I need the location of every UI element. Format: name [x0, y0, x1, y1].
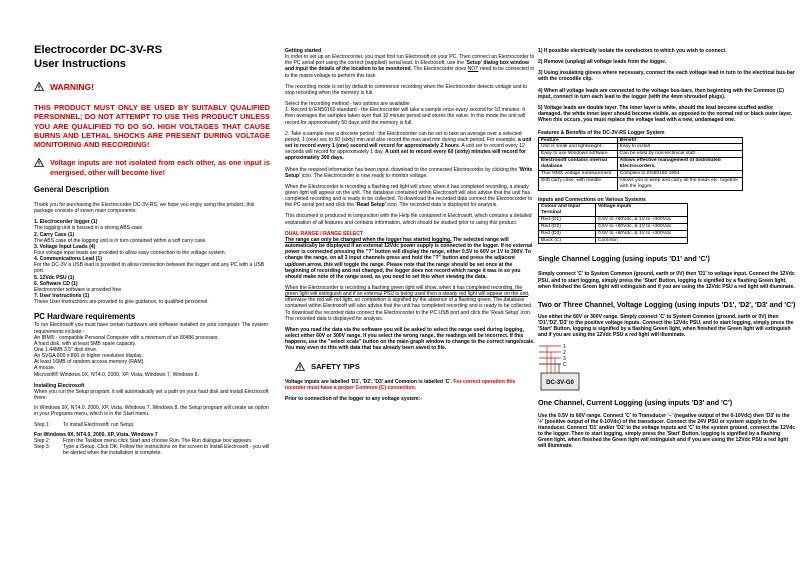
step-text: Type a:\Setup. Click OK. Follow the instructions on the screen to install Electrosoft - you will be alerted when the installation is complete. — [63, 444, 270, 457]
table-cell: Can be used by non-technical staff. — [617, 151, 742, 158]
text-span: The Electrocorder does — [412, 66, 468, 73]
table-cell: Red (D3) — [539, 230, 596, 237]
safety-tips-paragraph — [285, 379, 535, 391]
dual-range-heading: DUAL RANGE / RANGE SELECT — [285, 230, 364, 237]
table-header: Benefit — [617, 137, 742, 144]
hardware-line: An IBM® - compatible Personal Computer with a minimum of an 80486 processor. — [34, 334, 219, 341]
table-cell: Easy to install — [617, 144, 742, 151]
diagram-label: 1 — [563, 343, 566, 350]
for-windows-heading: For Windows 9X, NT4.0, 2000, XP, Vista, Windows 7 — [34, 431, 158, 438]
inputs-table — [538, 203, 688, 244]
text-span: icon. The recorded data is displayed for analysis. — [385, 202, 498, 209]
warning-text: THIS PRODUCT MUST ONLY BE USED BY SUITABLY QUALIFIED PERSONNEL; DO NOT ATTEMPT TO USE THIS PRODUCT UNLESS YOU ARE QUALIFIED TO DO SO. HIGH VOLTAGES THAT CAUSE BURNS AND LETHAL SHOCKS ARE PRESENT DURING VOLTAGE MONITORING AND RECORDING! — [34, 103, 270, 150]
table-cell: Black (C) — [539, 237, 596, 244]
getting-started-paragraph — [285, 54, 535, 79]
component-desc: Four voltage input leads are provided to allow easy connection to the voltage system. — [34, 249, 226, 256]
table-cell: Soft carry case, with handle — [539, 178, 618, 191]
component-name: 1. Electrocorder logger (1) — [34, 219, 98, 226]
component-desc: For the DC-3V a USB lead is provided to allow connection between the logger and any PC with a USB port. — [34, 262, 265, 275]
diagram-label: C — [563, 361, 567, 368]
component-name: 6. Software CD (1) — [34, 280, 78, 287]
table-row — [539, 237, 688, 244]
install-step — [34, 422, 270, 428]
hardware-intro: To run Electrosoft you must have certain hardware and software installed on your computer. The system requirements include:- — [34, 322, 269, 335]
table-cell: Common — [596, 237, 688, 244]
text-span: When the required information has been input, download to the connected Electrocorder by clicking the — [285, 166, 519, 173]
table-row — [539, 158, 743, 171]
hardware-heading: PC Hardware requirements — [34, 312, 136, 322]
component-desc: The ABS case of the logging unit is in turn contained within a soft carry case. — [34, 237, 207, 244]
text-span: A unit set to record every 60 (sixty) minutes will record for approximately 300 days. — [285, 149, 526, 162]
table-header: Voltage inputs — [596, 203, 688, 216]
safety-tip: 5) Voltage leads are double layer. The inner layer is white, should the lead become scuffed and/or damaged, the white inner layer should become visible, as opposed to the normal red or black outer layer. When this occurs, you must replace the voltage lead with a new, undamaged one. — [538, 104, 793, 124]
current-logging-text: Use the 0.5V to 60V range. Connect 'C' to Transducer '–' (negative output of the 0-10Vdc) then 'D3' to the '+' (positive output of the 0-10Vdc) of the transducer. Connect the 24V PSU or system supply to the transducer. Connect 'D1' and/or 'D2' to the voltage inputs and 'C' to the system ground, connect the 12Vdc to the logger. Then to start logging, simply press the 'Start' Button, logging is signified by a flashing Green light, when finished the Green light will extinguish and if you are using the 12Vdc PSU a red light will illuminate. — [538, 412, 796, 450]
table-row — [539, 223, 688, 230]
component-desc: These User Instructions are provided to give guidance, to qualified personnel. — [34, 299, 209, 306]
text-span: In order to set up an Electrocorder, you must first run Electrosoft on your PC. Then connect an Electrocorder to the PC serial port using the correct (supplied) serial lead. In Electrosoft, use the — [285, 54, 535, 67]
table-row — [539, 230, 688, 237]
safety-tips-heading: SAFETY TIPS — [311, 361, 360, 371]
diagram-label: 3 — [563, 355, 566, 362]
component-desc: The logging unit is housed in a strong ABS case. — [34, 225, 144, 232]
text-span: For correct operation this recorder must have a proper Common (C) connection. — [285, 378, 516, 391]
single-channel-text: Simply connect 'C' to System Common (ground, earth or 0V) then 'D1' to voltage input. Connect the 12Vdc PSU, and to start logging, simply press the 'Start' Button, logging is signified by a flashing Green light, when finished the Green light will extinguish and if you are using the 12Vdc PSU a red light will illuminate. — [538, 271, 795, 290]
table-cell: Allows effective management of distributed Electrocorders. — [617, 158, 742, 171]
hardware-list — [34, 335, 270, 378]
component-name: 2. Carry Case (1) — [34, 231, 75, 238]
safety-prior-connection: Prior to connection of the logger to any voltage system:- — [285, 395, 422, 402]
text-span: a unit set to record every 1 (one) second will record for approximately 2 hours — [285, 136, 532, 150]
text-span: need to be connected in to the mains voltage to perform this task. — [285, 66, 535, 79]
table-row — [539, 216, 688, 223]
table-cell: True RMS voltage measurement. — [539, 171, 618, 178]
option-2-paragraph — [285, 131, 535, 162]
multi-channel-text: Use either the 60V or 300V range. Simply connect 'C' to System Common (ground, earth or 0V) then 'D1','D2','D3' to the positive voltage inputs. Connect the 12Vdc PSU, and to start logging, simply press the 'Start' Button, logging is signified by a flashing Green light, when finished the Green light will extinguish and if you are using the 12Vdc PSU a red light will illuminate. — [538, 313, 794, 339]
features-heading: Features & Benefits of the DC-3V-RS Logger System — [538, 130, 665, 137]
component-name: 4. Communications Lead (1) — [34, 256, 102, 263]
safety-tip: 4) When all voltage leads are connected to the voltage bus-bars, then beginning with the Common (C) input, connect in turn each lead to the logger (with the 4mm shrouded plugs). — [538, 87, 784, 100]
diagram-label: 2 — [563, 349, 566, 356]
read-setup-paragraph — [285, 184, 535, 209]
table-cell: 0.5V to +60Vdc, & 1V to +300Vdc — [596, 230, 688, 237]
warning-icon — [295, 362, 305, 371]
single-channel-heading: Single Channel Logging (using inputs 'D1' and 'C') — [538, 254, 710, 264]
features-table — [538, 137, 743, 191]
text-span: 2. Take a sample over a discrete period - the Electrocorder can be set to take an average over a selected period, 1 (one) sec to 60 (sixty) min and also record the max and min during each period. For example, — [285, 130, 522, 143]
install-paragraph: When you run the Setup program, it will automatically set a path on your hard disk and install Electrosoft there. — [34, 388, 269, 402]
recording-lights-paragraph — [285, 285, 535, 322]
table-cell: 0.5V to +60Vdc, & 1V to +300Vdc — [596, 216, 688, 223]
text-span: 'Read Setup' — [355, 202, 386, 209]
text-span: Voltage inputs are labelled 'D1', 'D2', 'D3' and Common is labelled 'C'. — [285, 378, 454, 385]
write-setup-paragraph — [285, 167, 535, 179]
install-step — [34, 444, 270, 456]
help-file-paragraph: This document is produced in conjunction with the Help file contained in Electrosoft, which contains a detailed explanation of all features and contains information, which should be studied prior to using this product. — [285, 213, 532, 226]
device-label: DC-3V-G0 — [546, 379, 574, 386]
hardware-line: Microsoft® Windows 9X, NT4.0, 2000, XP, Vista, Windows 7, Windows 8. — [34, 371, 199, 378]
table-cell: 0.5V to +60Vdc, & 1V to +300Vdc — [596, 223, 688, 230]
component-name: 5. 12Vdc PSU (1) — [34, 274, 75, 281]
general-heading: General Description — [34, 184, 109, 194]
getting-started-heading: Getting started — [285, 48, 322, 54]
text-span: NOT — [467, 66, 479, 73]
component-name: 7. User Instructions (1) — [34, 293, 90, 300]
warning-icon — [34, 158, 44, 167]
hardware-line: One 1.44MB 3.5" disk drive. — [34, 347, 98, 354]
table-row — [539, 144, 743, 151]
text-span: When the Electrocorder is recording a flashing red light will show, when it has completed recording, a steady green light will appear on the unit. The database contained within Electrosoft will also advise that the unit has completed recording and is ready to be collected. To download the recorded data connect the Electrocorder to the PC serial port and click the — [285, 183, 533, 209]
table-cell: Easy to use Windows software. — [539, 151, 618, 158]
safety-tip: 1) If possible electrically isolate the conductors to which you wish to connect. — [538, 48, 727, 54]
text-span: 'Write Setup' — [285, 166, 533, 179]
isolation-warning-row — [34, 158, 270, 176]
recording-method-paragraph: Select the recording method - two options are available: — [285, 101, 411, 108]
text-span: icon. The Electrocorder is now ready to monitor voltage. — [300, 172, 428, 179]
column-right — [538, 0, 796, 563]
install-paragraph: In Windows 9X, NT4.0, 2000, XP, Vista, Windows 7, Windows 8, the Setup program will create an option in your Programs menu, which is in the Start menu. — [34, 405, 269, 418]
table-header-row — [539, 203, 688, 216]
column-left — [34, 0, 270, 563]
component-name: 3. Voltage Input Leads (4) — [34, 243, 96, 250]
table-cell: Unit is small and lightweight. — [539, 144, 618, 151]
recording-mode-paragraph: The recording mode is set by default to commence recording when the Electrocorder detects voltage and to stop recording when the memory is full. — [285, 83, 528, 96]
text-span: . A unit set to record every 12 seconds will record for approximately 1 day. — [285, 143, 525, 156]
table-row — [539, 178, 743, 191]
table-cell: Red (D1) — [539, 216, 596, 223]
component-desc: Electrocorder software is provided free. — [34, 286, 123, 293]
warning-label: WARNING! — [50, 82, 94, 92]
isolation-warning: Voltage inputs are not isolated from each other, as one input is energised, other will become live! — [50, 158, 270, 177]
column-middle — [285, 0, 535, 563]
table-header: Feature — [539, 137, 618, 144]
warning-icon — [34, 82, 44, 91]
components-list — [34, 219, 270, 305]
step-label: Step 1: — [34, 421, 51, 428]
inputs-heading: Inputs and Connections on Various Systems — [538, 196, 646, 203]
document-title: Electrocorder DC-3V-RS — [34, 44, 163, 56]
hardware-line: An SVGA 600 x 800 or higher resolution display. — [34, 353, 143, 360]
step-text: To install Electrosoft; run Setup. — [63, 421, 135, 428]
text-span: The selected range will automatically be displayed if an external 12Vdc power supply is connected to the logger. If no external power is connected pressing the "?" button will display the range, either 0.5V to 60V or 1V to 300V. To change the range, on all 3 input channels press and hold the "?" button and press the adjacent up/down arrow, this will toggle the range. Please note that the range should be set once at the beginning of recording and not changed, the logger does not record which range it was in so you should make note of the range used, as you need to set this when viewing the data. — [285, 236, 533, 280]
text-span: 'Setup' dialog box window and input the details of the location to be monitored. — [285, 60, 529, 73]
table-row — [539, 151, 743, 158]
table-cell: Red (D2) — [539, 223, 596, 230]
hardware-line: At least 16MB of random access memory (RAM). — [34, 359, 145, 366]
range-select-paragraph: When you read the data via the software you will be asked to select the range used during logging, select either 60V or 300V range. If you select the wrong range, the readings will be incorrect. If this happens, use the "select scale" button on the main graph window to change to the correct range/scale. You may even do this with data that has already been saved to file. — [285, 326, 535, 352]
wiring-diagram — [539, 343, 609, 393]
table-header-row — [539, 137, 743, 144]
table-cell: Complies to EN50160:1994. — [617, 171, 742, 178]
table-row — [539, 171, 743, 178]
text-span: The range can only be changed when the logger has started logging. — [285, 236, 452, 243]
text-span: When the Electrocorder is recording a flashing green light will show, when it has completed recording, the green light will extinguish and if an external PSU is being used then a steady red light will appear on the unit — [285, 285, 528, 298]
hardware-line: A hard disk, with at least 5MB spare capacity. — [34, 340, 137, 347]
table-cell: Electrosoft contains internal database. — [539, 158, 618, 171]
text-span: , otherwise the red will not light, so completion is signified by the absence of a flashing green. The database contained within Electrosoft will also advise that the unit has completed recording and is ready to be collected. To download the recorded data connect the Electrocorder to the PC USB port and click the 'Read Setup' icon. The recorded data is displayed for analysis. — [285, 291, 533, 322]
current-logging-heading: One Channel, Current Logging (using inputs 'D3' and 'C') — [538, 397, 733, 407]
multi-channel-heading: Two or Three Channel, Voltage Logging (using inputs 'D1', 'D2', 'D3' and 'C') — [538, 299, 796, 309]
hardware-line: A mouse. — [34, 365, 56, 372]
table-cell: Allows you to keep and carry all the leads etc. together with the logger. — [617, 178, 742, 191]
step-text: From the Taskbar menu click Start and choose Run. The Run dialogue box appears. — [63, 437, 253, 444]
document-subtitle: User Instructions — [34, 57, 127, 70]
safety-tip: 3) Using insulating gloves where necessary, connect the each voltage lead in turn to the electrical bus-bar with the crocodile clip. — [538, 70, 795, 83]
step-label: Step 3: — [34, 444, 51, 451]
dual-range-paragraph — [285, 237, 535, 280]
general-intro: Thank you for purchasing the Electrocorder DC-3V-RS, we hope you enjoy using this product, this package consists of seven main components: — [34, 201, 255, 215]
install-heading: Installing Electrosoft — [34, 382, 85, 389]
warning-row — [34, 82, 270, 93]
safety-tip: 2) Remove (unplug) all voltage leads from the logger. — [538, 59, 667, 66]
step-label: Step 2: — [34, 437, 51, 444]
table-header: Colour and Input Terminal — [539, 203, 596, 216]
safety-tips-row — [295, 362, 535, 371]
option-1-paragraph: 1. Record to EN50160 standard - the Electrocorder will take a sample once every second for 10 minutes. It then averages the samples taken over that 10 minute period and stores the value. In this mode the unit will record for approximately 50 days until the memory is full. — [285, 107, 526, 126]
